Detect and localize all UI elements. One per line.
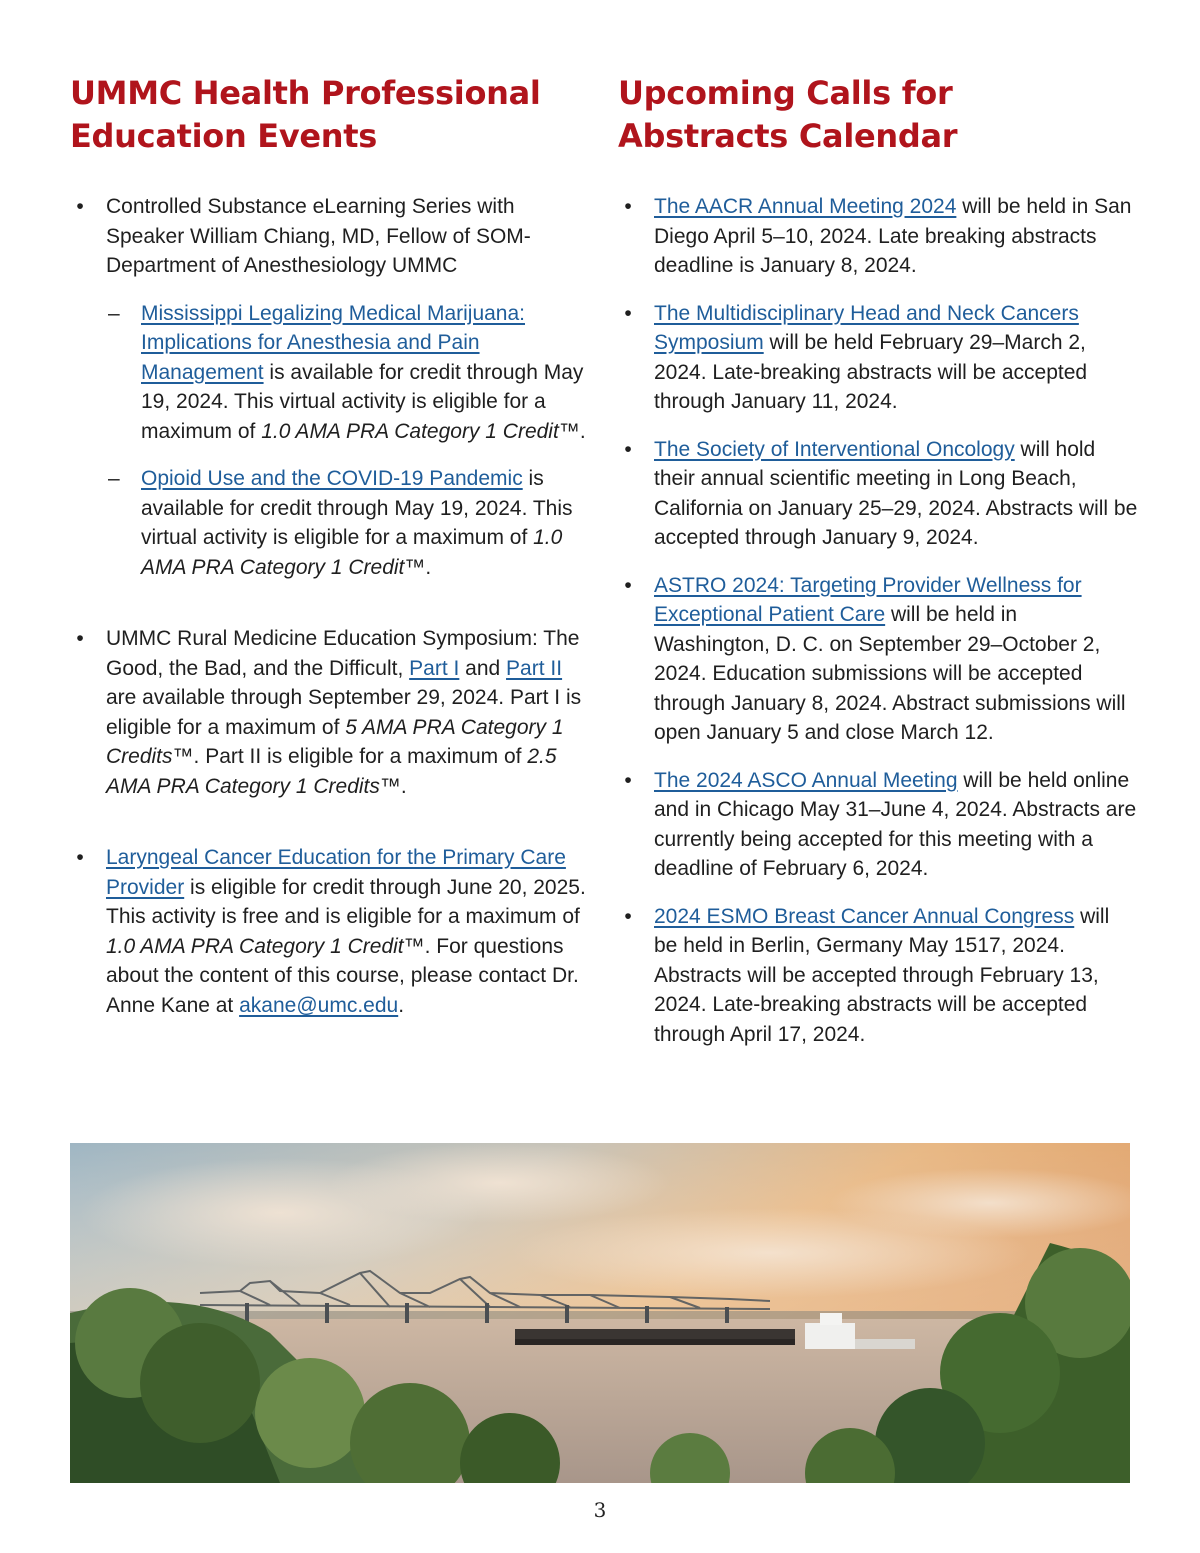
part-ii-credit: 2.5 AMA PRA Category 1 Credits: [106, 745, 557, 798]
bullet: •: [76, 195, 84, 218]
laryngeal-credit: 1.0 AMA PRA Category 1 Credit: [106, 934, 404, 958]
bullet: •: [624, 573, 632, 597]
bullet: •: [624, 195, 632, 218]
opioid-course-text: is available for credit through May 19, 2024. This virtual activity is eligible for a maximum of: [141, 467, 573, 549]
river-bridge-photo: [70, 1143, 1130, 1483]
abstracts-heading-line1: Upcoming Calls for: [618, 74, 953, 112]
bullet: •: [624, 437, 632, 461]
part-i-credit: 5 AMA PRA Category 1 Credits: [106, 715, 564, 768]
sio-text: will hold their annual scientific meeting in Long Beach, California on January 25–29, 2024. Abstracts will be accepted through January 9, 2024.: [654, 437, 1138, 549]
marijuana-credit-end: ™.: [558, 419, 586, 443]
list-item-laryngeal-cancer: [70, 843, 590, 1020]
list-item-aacr: [618, 192, 1138, 281]
laryngeal-text: is eligible for credit through June 20, 2025. This activity is free and is eligible for a maximum of: [106, 875, 586, 928]
asco-link[interactable]: The 2024 ASCO Annual Meeting: [654, 768, 958, 792]
part-ii-text: ™. Part II is eligible for a maximum of: [172, 745, 528, 768]
sio-link[interactable]: The Society of Interventional Oncology: [654, 437, 1015, 461]
left-column: [70, 72, 590, 1020]
bullet: •: [76, 627, 84, 650]
rural-symposium-text: UMMC Rural Medicine Education Symposium: The Good, the Bad, and the Difficult,: [106, 627, 580, 680]
opioid-credit: 1.0 AMA PRA Category 1 Credit: [141, 526, 563, 579]
head-neck-symposium-text: will be held February 29–March 2, 2024. Late-breaking abstracts will be accepted through January 11, 2024.: [654, 331, 1088, 413]
page-number: 3: [593, 1498, 607, 1522]
aacr-meeting-text: will be held in San Diego April 5–10, 2024. Late breaking abstracts deadline is January 8, 2024.: [654, 195, 1132, 277]
rural-end: ™.: [379, 774, 407, 798]
opioid-credit-end: ™.: [404, 555, 432, 579]
opioid-course-link[interactable]: Opioid Use and the COVID-19 Pandemic: [141, 467, 523, 490]
astro-text: will be held in Washington, D. C. on September 29–October 2, 2024. Education submissions will be accepted through January 8, 2024. Abstract submissions will open January 5 and close March 12.: [654, 603, 1126, 744]
head-neck-symposium-link[interactable]: The Multidisciplinary Head and Neck Cancers Symposium: [654, 301, 1079, 354]
bullet: •: [624, 904, 632, 928]
abstracts-heading: [618, 72, 1138, 158]
events-heading: [70, 72, 590, 158]
list-item-asco: [618, 766, 1138, 884]
marijuana-credit: 1.0 AMA PRA Category 1 Credit: [261, 419, 559, 443]
marijuana-course-text: is available for credit through May 19, 2024. This virtual activity is eligible for a maximum of: [141, 360, 584, 443]
esmo-text: will be held in Berlin, Germany May 1517, 2024. Abstracts will be accepted through February 13, 2024. Late-breaking abstracts will be accepted through April 17, 2024.: [654, 904, 1110, 1046]
list-item-rural-symposium: [70, 624, 590, 801]
right-column: [618, 72, 1138, 1049]
laryngeal-contact-text: ™. For questions about the content of this course, please contact Dr. Anne Kane at: [106, 934, 579, 1017]
list-item-astro: [618, 571, 1138, 748]
bullet: •: [624, 301, 632, 325]
events-heading-line1: UMMC Health Professional: [70, 74, 541, 112]
river-scene-image: [70, 1143, 1130, 1483]
aacr-meeting-link[interactable]: The AACR Annual Meeting 2024: [654, 195, 957, 218]
rural-and: and: [459, 656, 507, 680]
bullet: •: [76, 846, 84, 869]
events-heading-line2: Education Events: [70, 117, 378, 155]
rural-availability-text: are available through September 29, 2024. Part I is eligible for a maximum of: [106, 686, 582, 739]
part-ii-link[interactable]: Part II: [506, 656, 563, 680]
list-item-head-neck: [618, 299, 1138, 417]
bullet: •: [624, 768, 632, 792]
dash: –: [108, 467, 120, 490]
marijuana-course-link[interactable]: Mississippi Legalizing Medical Marijuana: Implications for Anesthesia and Pain Management: [141, 301, 525, 384]
list-item-sio: [618, 435, 1138, 553]
dash: –: [108, 301, 120, 325]
email-link[interactable]: akane@umc.edu: [239, 993, 399, 1017]
sub-item-marijuana: [106, 299, 590, 447]
esmo-link[interactable]: 2024 ESMO Breast Cancer Annual Congress: [654, 904, 1075, 928]
part-i-link[interactable]: Part I: [409, 656, 460, 680]
abstracts-heading-line2: Abstracts Calendar: [618, 117, 958, 155]
laryngeal-course-link[interactable]: Laryngeal Cancer Education for the Primary Care Provider: [106, 846, 566, 899]
list-item-esmo: [618, 902, 1138, 1050]
asco-text: will be held online and in Chicago May 31–June 4, 2024. Abstracts are currently being accepted for this meeting with a deadline of February 6, 2024.: [654, 768, 1137, 880]
laryngeal-end: .: [398, 993, 405, 1017]
list-item-elearning-series: [70, 192, 590, 582]
sub-item-opioid: [106, 464, 590, 582]
astro-link[interactable]: ASTRO 2024: Targeting Provider Wellness for Exceptional Patient Care: [654, 573, 1082, 626]
elearning-series-text: Controlled Substance eLearning Series with Speaker William Chiang, MD, Fellow of SOM-Department of Anesthesiology UMMC: [106, 195, 531, 277]
